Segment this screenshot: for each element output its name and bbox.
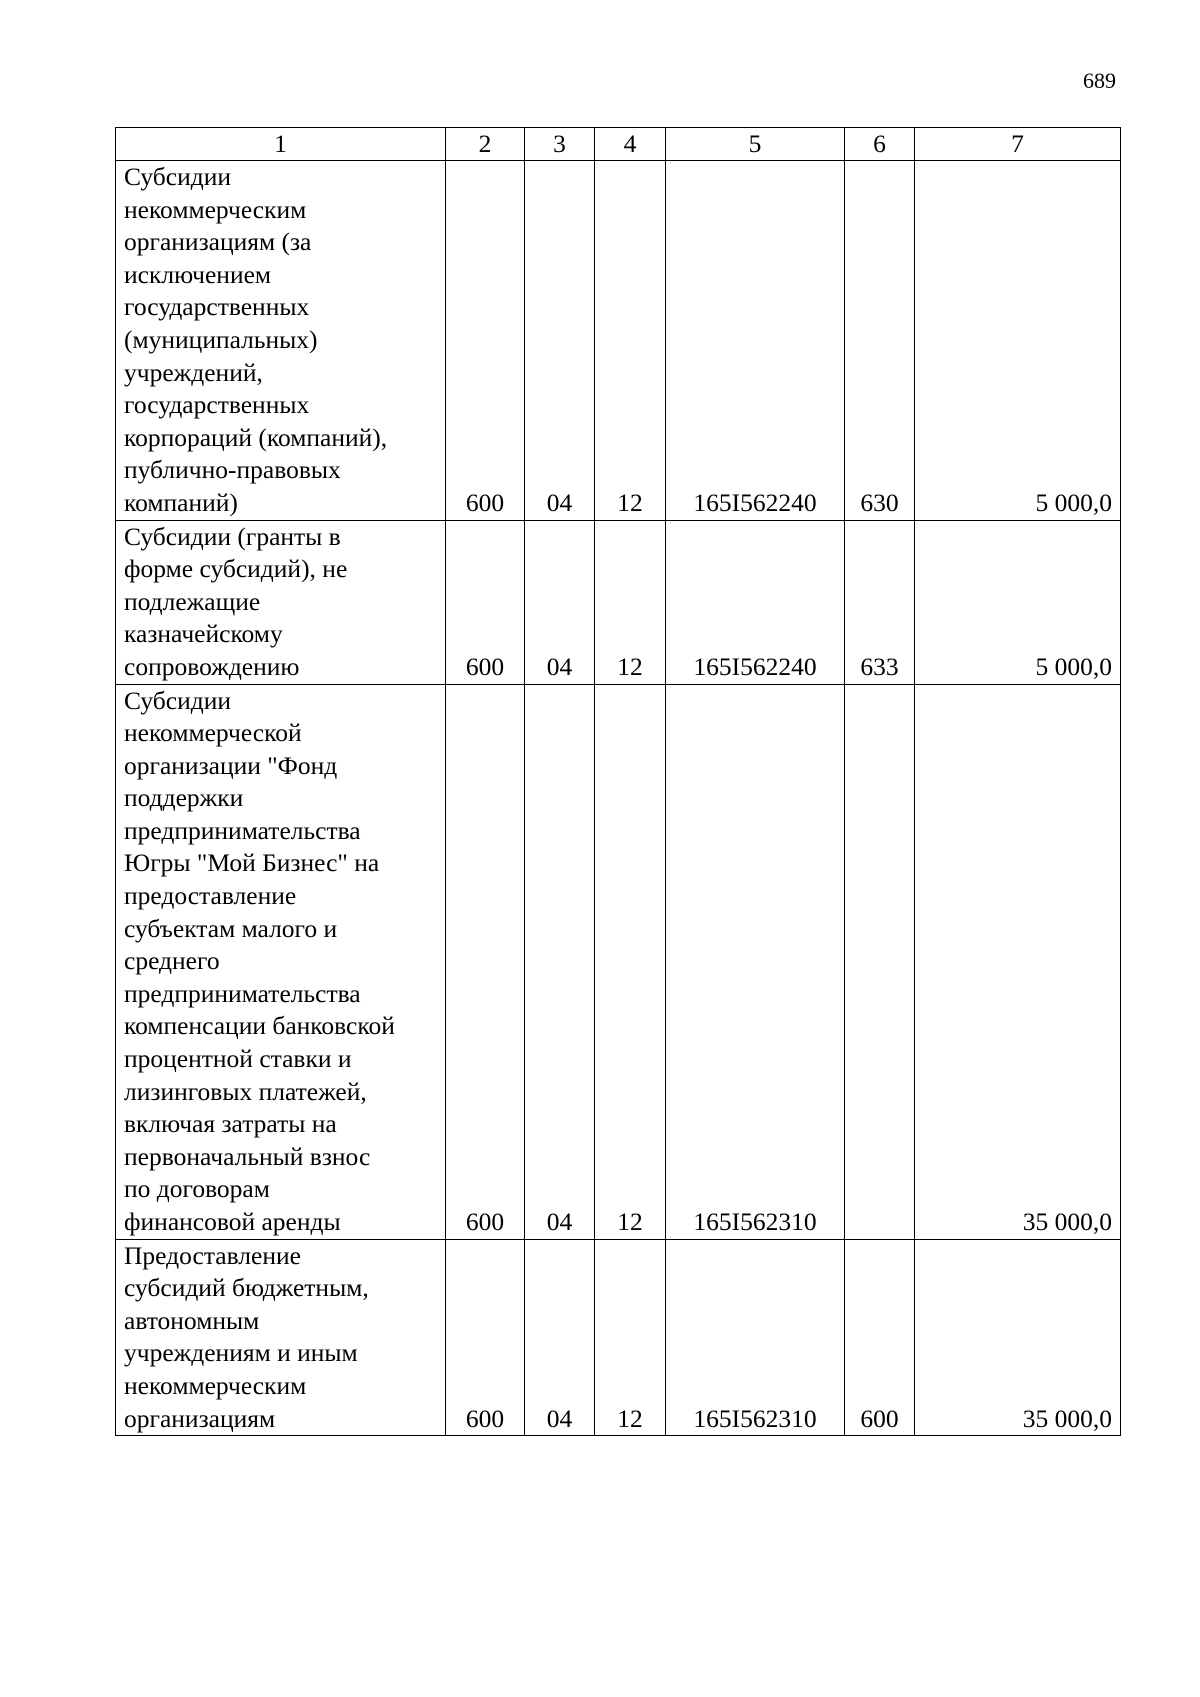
row-amount: 5 000,0: [915, 520, 1121, 684]
row-ministry-code: 600: [446, 684, 525, 1239]
budget-table: [115, 127, 1121, 1436]
row-description: Предоставление субсидий бюджетным, автономным учреждениям и иным некоммерческим организациям: [116, 1239, 446, 1436]
row-subsection-code: 12: [595, 684, 666, 1239]
row-target-article: 165I562240: [666, 520, 845, 684]
row-description: Субсидии (гранты в форме субсидий), не подлежащие казначейскому сопровождению: [116, 520, 446, 684]
table-row: [116, 520, 1121, 684]
column-header-2: 2: [446, 128, 525, 161]
row-target-article: 165I562240: [666, 161, 845, 521]
row-expense-type: 633: [845, 520, 915, 684]
table-row: [116, 1239, 1121, 1436]
row-subsection-code: 12: [595, 520, 666, 684]
row-amount: 5 000,0: [915, 161, 1121, 521]
row-section-code: 04: [525, 161, 595, 521]
column-header-5: 5: [666, 128, 845, 161]
row-target-article: 165I562310: [666, 684, 845, 1239]
row-section-code: 04: [525, 1239, 595, 1436]
row-section-code: 04: [525, 684, 595, 1239]
row-description: Субсидии некоммерческой организации "Фонд поддержки предпринимательства Югры "Мой Бизнес" на предоставление субъектам малого и среднего предпринимательства компенсации банковской процентной ставки и лизинговых платежей, включая затраты на первоначальный взнос по договорам финансовой аренды: [116, 684, 446, 1239]
column-header-3: 3: [525, 128, 595, 161]
column-header-1: 1: [116, 128, 446, 161]
row-expense-type: 600: [845, 1239, 915, 1436]
column-header-4: 4: [595, 128, 666, 161]
row-amount: 35 000,0: [915, 1239, 1121, 1436]
table-row: [116, 161, 1121, 521]
row-section-code: 04: [525, 520, 595, 684]
row-subsection-code: 12: [595, 1239, 666, 1436]
column-header-7: 7: [915, 128, 1121, 161]
row-ministry-code: 600: [446, 520, 525, 684]
table-row: [116, 684, 1121, 1239]
column-header-6: 6: [845, 128, 915, 161]
row-expense-type: [845, 684, 915, 1239]
row-subsection-code: 12: [595, 161, 666, 521]
row-expense-type: 630: [845, 161, 915, 521]
header-row: [116, 128, 1121, 161]
row-description: Субсидии некоммерческим организациям (за исключением государственных (муниципальных) учреждений, государственных корпораций (компаний), публично-правовых компаний): [116, 161, 446, 521]
row-target-article: 165I562310: [666, 1239, 845, 1436]
row-amount: 35 000,0: [915, 684, 1121, 1239]
row-ministry-code: 600: [446, 161, 525, 521]
row-ministry-code: 600: [446, 1239, 525, 1436]
page-number: 689: [1083, 68, 1116, 93]
